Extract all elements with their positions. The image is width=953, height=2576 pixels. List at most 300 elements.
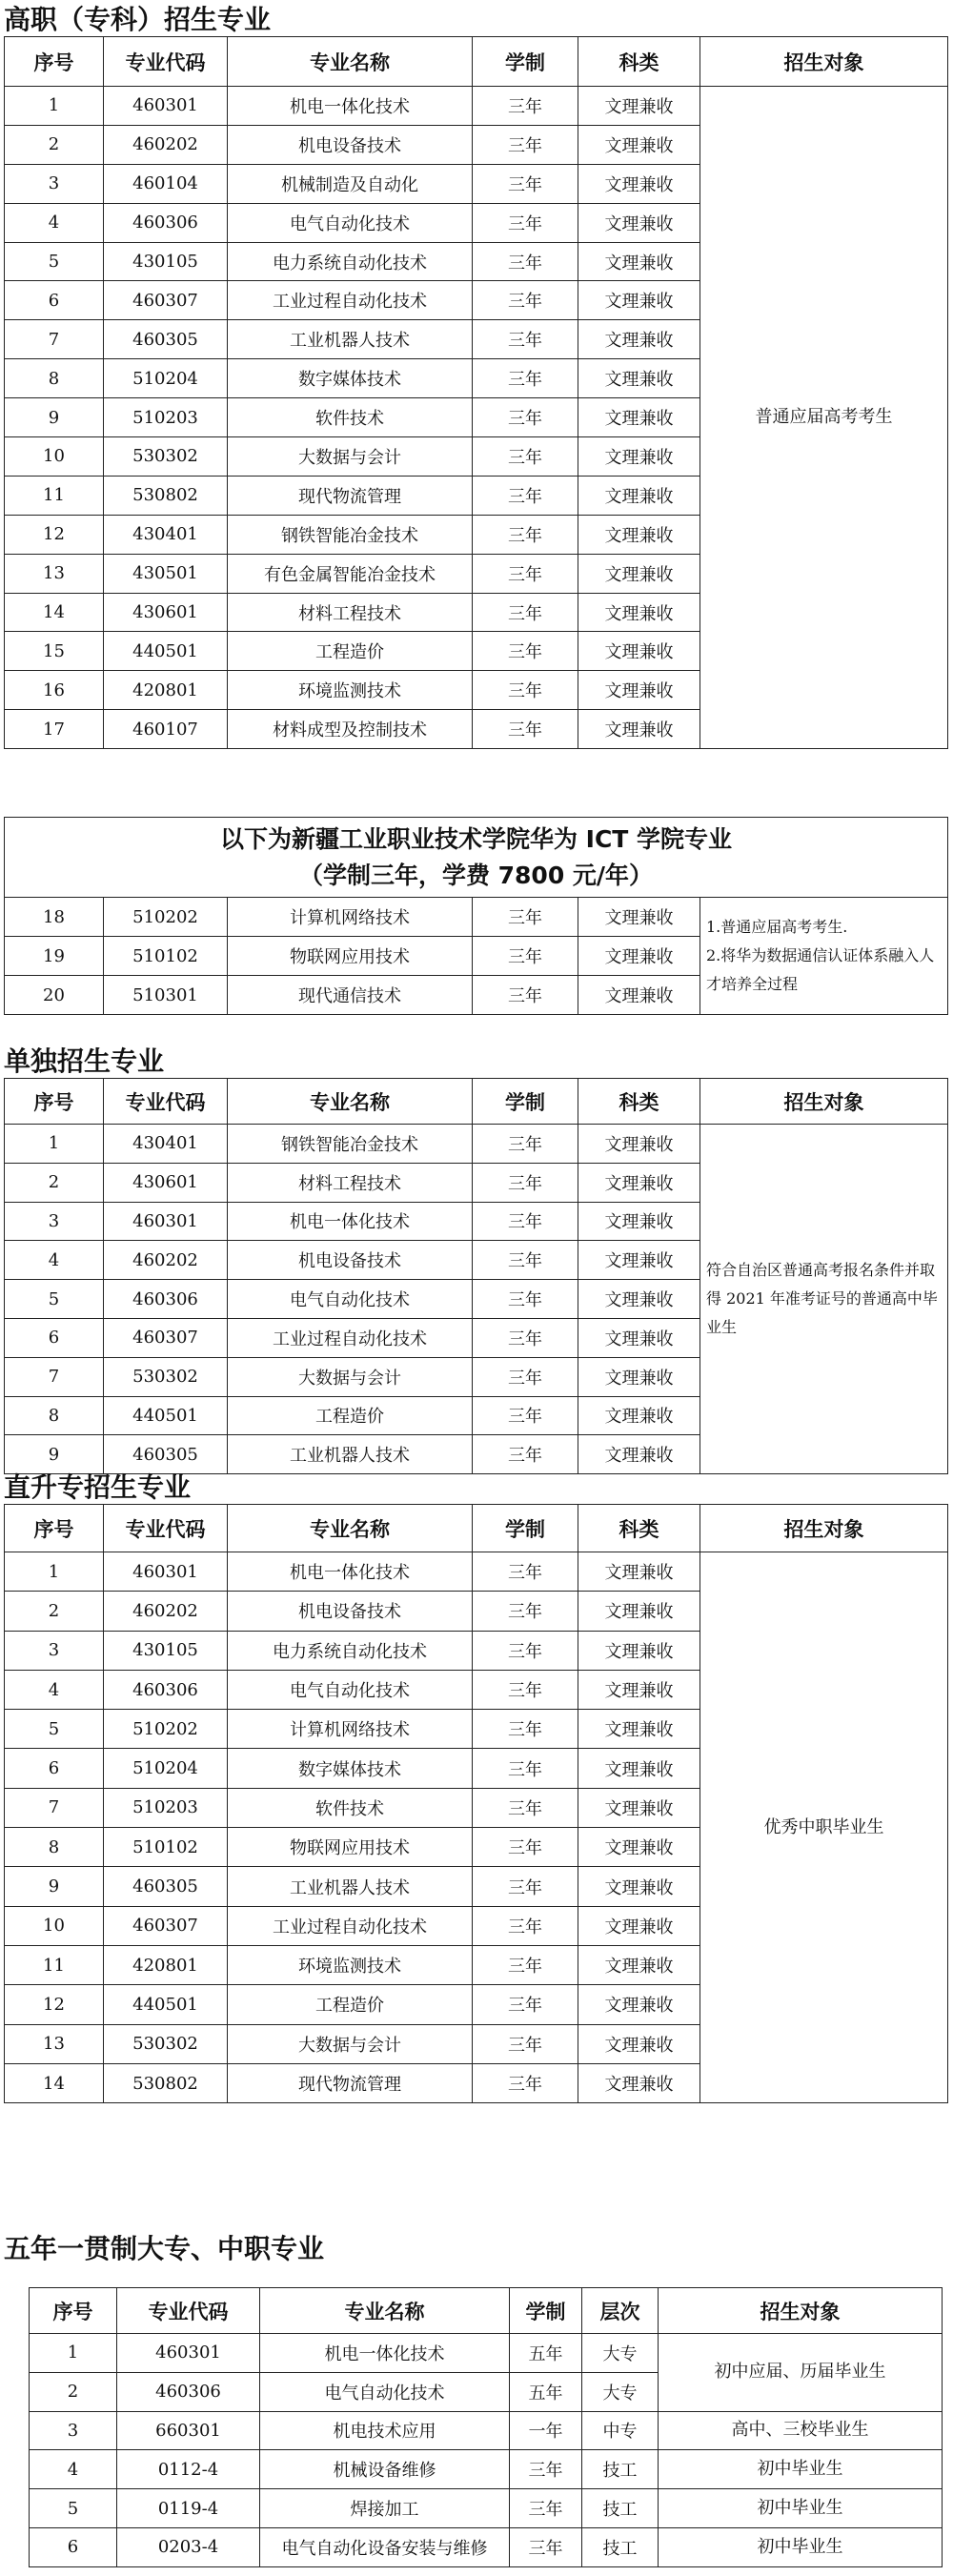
cell-major-name: 工业机器人技术 <box>228 320 473 359</box>
cell-type: 文理兼收 <box>578 1357 700 1396</box>
cell-years: 一年 <box>510 2411 582 2450</box>
cell-major-name: 机械制造及自动化 <box>228 164 473 203</box>
cell-years: 三年 <box>473 125 578 164</box>
header-years: 学制 <box>510 2288 582 2334</box>
target-direct: 优秀中职毕业生 <box>700 1552 948 2103</box>
cell-code: 510202 <box>104 1710 228 1749</box>
cell-num: 9 <box>5 398 104 437</box>
cell-code: 460202 <box>104 1241 228 1280</box>
cell-years: 三年 <box>473 1631 578 1670</box>
cell-num: 17 <box>5 710 104 749</box>
cell-code: 460301 <box>104 87 228 126</box>
cell-type: 文理兼收 <box>578 1710 700 1749</box>
cell-years: 三年 <box>473 359 578 398</box>
cell-years: 三年 <box>473 87 578 126</box>
cell-years: 三年 <box>473 710 578 749</box>
cell-years: 三年 <box>473 1749 578 1788</box>
direct-table <box>4 1504 948 2103</box>
header-name: 专业名称 <box>228 1079 473 1125</box>
cell-major-name: 环境监测技术 <box>228 1945 473 1984</box>
cell-major-name: 钢铁智能冶金技术 <box>228 515 473 554</box>
section-title-five-year: 五年一贯制大专、中职专业 <box>4 2233 325 2264</box>
cell-code: 510204 <box>104 359 228 398</box>
header-years: 学制 <box>473 1505 578 1552</box>
cell-major-name: 焊接加工 <box>260 2489 510 2528</box>
cell-code: 420801 <box>104 671 228 710</box>
cell-years: 三年 <box>473 515 578 554</box>
cell-code: 530302 <box>104 437 228 477</box>
cell-code: 430401 <box>104 1125 228 1164</box>
target-line-1: 1.普通应届高考考生. <box>706 918 848 936</box>
cell-type: 文理兼收 <box>578 1125 700 1164</box>
cell-num: 7 <box>5 1788 104 1827</box>
cell-num: 4 <box>5 203 104 242</box>
cell-type: 文理兼收 <box>578 1396 700 1435</box>
cell-type: 文理兼收 <box>578 554 700 593</box>
cell-code: 510203 <box>104 398 228 437</box>
cell-years: 三年 <box>473 1202 578 1241</box>
cell-major-name: 计算机网络技术 <box>228 1710 473 1749</box>
header-name: 专业名称 <box>228 37 473 87</box>
banner-line-1: 以下为新疆工业职业技术学院华为 ICT 学院专业 <box>219 824 733 853</box>
header-num: 序号 <box>5 1505 104 1552</box>
cell-code: 460305 <box>104 320 228 359</box>
cell-num: 3 <box>30 2411 117 2450</box>
cell-code: 530302 <box>104 2024 228 2063</box>
cell-major-name: 工业过程自动化技术 <box>228 281 473 320</box>
cell-code: 660301 <box>117 2411 260 2450</box>
cell-code: 430601 <box>104 1163 228 1202</box>
cell-major-name: 电力系统自动化技术 <box>228 1631 473 1670</box>
cell-num: 5 <box>5 1710 104 1749</box>
cell-level: 大专 <box>582 2334 659 2373</box>
section-title-independent: 单独招生专业 <box>4 1045 165 1077</box>
cell-num: 15 <box>5 632 104 671</box>
cell-num: 12 <box>5 1985 104 2024</box>
cell-years: 三年 <box>473 1592 578 1631</box>
cell-type: 文理兼收 <box>578 476 700 515</box>
cell-code: 440501 <box>104 1396 228 1435</box>
cell-type: 文理兼收 <box>578 320 700 359</box>
cell-num: 8 <box>5 359 104 398</box>
cell-major-name: 电气自动化技术 <box>228 203 473 242</box>
cell-code: 460306 <box>104 203 228 242</box>
cell-years: 三年 <box>473 1318 578 1357</box>
cell-years: 三年 <box>473 976 578 1015</box>
cell-years: 三年 <box>473 554 578 593</box>
cell-major-name: 钢铁智能冶金技术 <box>228 1125 473 1164</box>
cell-level: 技工 <box>582 2489 659 2528</box>
cell-years: 三年 <box>473 1710 578 1749</box>
huawei-ict-table <box>4 817 948 1015</box>
cell-num: 7 <box>5 1357 104 1396</box>
cell-num: 7 <box>5 320 104 359</box>
cell-code: 460301 <box>104 1552 228 1592</box>
cell-type: 文理兼收 <box>578 1906 700 1945</box>
table-row <box>5 87 948 126</box>
cell-num: 5 <box>5 242 104 281</box>
cell-code: 430105 <box>104 1631 228 1670</box>
header-type: 科类 <box>578 1079 700 1125</box>
cell-num: 5 <box>5 1280 104 1319</box>
cell-num: 12 <box>5 515 104 554</box>
cell-num: 14 <box>5 593 104 632</box>
cell-num: 19 <box>5 937 104 976</box>
cell-years: 三年 <box>473 1945 578 1984</box>
cell-years: 三年 <box>473 320 578 359</box>
cell-target: 初中毕业生 <box>659 2527 943 2566</box>
cell-type: 文理兼收 <box>578 164 700 203</box>
cell-major-name: 机电一体化技术 <box>228 87 473 126</box>
cell-type: 文理兼收 <box>578 632 700 671</box>
cell-type: 文理兼收 <box>578 1202 700 1241</box>
header-name: 专业名称 <box>228 1505 473 1552</box>
target-line-2: 2.将华为数据通信认证体系融入人才培养全过程 <box>706 946 935 993</box>
cell-type: 文理兼收 <box>578 2024 700 2063</box>
cell-major-name: 电气自动化技术 <box>228 1670 473 1709</box>
cell-num: 3 <box>5 1631 104 1670</box>
cell-years: 三年 <box>473 2063 578 2102</box>
five-year-table <box>29 2287 943 2567</box>
cell-major-name: 工程造价 <box>228 1985 473 2024</box>
cell-years: 三年 <box>473 1241 578 1280</box>
cell-code: 0119-4 <box>117 2489 260 2528</box>
section-title-direct: 直升专招生专业 <box>4 1471 192 1503</box>
cell-years: 三年 <box>510 2527 582 2566</box>
cell-major-name: 机电设备技术 <box>228 1241 473 1280</box>
header-target: 招生对象 <box>659 2288 943 2334</box>
cell-code: 460307 <box>104 1318 228 1357</box>
cell-major-name: 工程造价 <box>228 1396 473 1435</box>
cell-type: 文理兼收 <box>578 87 700 126</box>
cell-type: 文理兼收 <box>578 710 700 749</box>
target-independent: 符合自治区普通高考报名条件并取得 2021 年准考证号的普通高中毕业生 <box>700 1125 948 1474</box>
header-target: 招生对象 <box>700 1505 948 1552</box>
cell-years: 三年 <box>473 1867 578 1906</box>
table-row <box>5 1125 948 1164</box>
cell-num: 20 <box>5 976 104 1015</box>
cell-major-name: 数字媒体技术 <box>228 1749 473 1788</box>
cell-type: 文理兼收 <box>578 1163 700 1202</box>
cell-code: 460301 <box>104 1202 228 1241</box>
cell-num: 16 <box>5 671 104 710</box>
cell-type: 文理兼收 <box>578 1985 700 2024</box>
cell-major-name: 工业过程自动化技术 <box>228 1318 473 1357</box>
cell-major-name: 机电一体化技术 <box>260 2334 510 2373</box>
cell-major-name: 机电技术应用 <box>260 2411 510 2450</box>
cell-major-name: 工业机器人技术 <box>228 1867 473 1906</box>
cell-level: 大专 <box>582 2372 659 2411</box>
header-num: 序号 <box>5 1079 104 1125</box>
table-row <box>30 2411 943 2450</box>
cell-major-name: 物联网应用技术 <box>228 1828 473 1867</box>
cell-code: 460306 <box>104 1670 228 1709</box>
cell-num: 1 <box>30 2334 117 2373</box>
cell-num: 6 <box>5 1749 104 1788</box>
cell-type: 文理兼收 <box>578 593 700 632</box>
cell-num: 13 <box>5 2024 104 2063</box>
cell-years: 三年 <box>473 242 578 281</box>
header-years: 学制 <box>473 1079 578 1125</box>
cell-major-name: 电气自动化技术 <box>260 2372 510 2411</box>
cell-years: 三年 <box>473 898 578 937</box>
cell-type: 文理兼收 <box>578 125 700 164</box>
cell-years: 三年 <box>473 1280 578 1319</box>
cell-num: 9 <box>5 1435 104 1474</box>
cell-years: 三年 <box>510 2489 582 2528</box>
cell-num: 2 <box>5 125 104 164</box>
cell-type: 文理兼收 <box>578 1945 700 1984</box>
cell-major-name: 物联网应用技术 <box>228 937 473 976</box>
cell-num: 1 <box>5 1125 104 1164</box>
cell-num: 8 <box>5 1828 104 1867</box>
table-row <box>30 2489 943 2528</box>
cell-major-name: 工业机器人技术 <box>228 1435 473 1474</box>
cell-num: 1 <box>5 87 104 126</box>
cell-code: 530802 <box>104 476 228 515</box>
cell-code: 510102 <box>104 1828 228 1867</box>
cell-years: 三年 <box>473 1670 578 1709</box>
cell-code: 430105 <box>104 242 228 281</box>
cell-code: 460306 <box>104 1280 228 1319</box>
table-row <box>5 1552 948 1592</box>
cell-num: 5 <box>30 2489 117 2528</box>
cell-type: 文理兼收 <box>578 437 700 477</box>
cell-type: 文理兼收 <box>578 242 700 281</box>
cell-years: 三年 <box>473 1125 578 1164</box>
cell-num: 14 <box>5 2063 104 2102</box>
cell-code: 460305 <box>104 1435 228 1474</box>
banner-line-2: （学制三年，学费 7800 元/年） <box>298 861 654 889</box>
cell-level: 技工 <box>582 2527 659 2566</box>
cell-years: 三年 <box>473 1435 578 1474</box>
table-row <box>5 898 948 937</box>
table-row <box>30 2527 943 2566</box>
cell-years: 三年 <box>473 1396 578 1435</box>
cell-code: 460107 <box>104 710 228 749</box>
cell-type: 文理兼收 <box>578 1241 700 1280</box>
cell-major-name: 机电设备技术 <box>228 1592 473 1631</box>
cell-level: 技工 <box>582 2450 659 2489</box>
cell-years: 三年 <box>473 281 578 320</box>
cell-major-name: 现代物流管理 <box>228 2063 473 2102</box>
section-title-higher-vocational: 高职（专科）招生专业 <box>4 4 272 35</box>
cell-num: 9 <box>5 1867 104 1906</box>
cell-type: 文理兼收 <box>578 1592 700 1631</box>
cell-major-name: 大数据与会计 <box>228 2024 473 2063</box>
target-huawei <box>700 898 948 1015</box>
cell-code: 440501 <box>104 632 228 671</box>
cell-code: 510202 <box>104 898 228 937</box>
cell-type: 文理兼收 <box>578 398 700 437</box>
cell-major-name: 大数据与会计 <box>228 1357 473 1396</box>
cell-code: 530302 <box>104 1357 228 1396</box>
cell-major-name: 材料工程技术 <box>228 1163 473 1202</box>
cell-type: 文理兼收 <box>578 1788 700 1827</box>
cell-years: 三年 <box>473 1906 578 1945</box>
cell-num: 4 <box>30 2450 117 2489</box>
cell-code: 530802 <box>104 2063 228 2102</box>
cell-major-name: 工程造价 <box>228 632 473 671</box>
cell-major-name: 机械设备维修 <box>260 2450 510 2489</box>
cell-code: 430601 <box>104 593 228 632</box>
cell-years: 三年 <box>473 203 578 242</box>
cell-years: 三年 <box>473 593 578 632</box>
cell-code: 460202 <box>104 125 228 164</box>
cell-type: 文理兼收 <box>578 203 700 242</box>
cell-num: 2 <box>5 1163 104 1202</box>
cell-target: 高中、三校毕业生 <box>659 2411 943 2450</box>
header-years: 学制 <box>473 37 578 87</box>
cell-num: 6 <box>30 2527 117 2566</box>
cell-num: 6 <box>5 281 104 320</box>
cell-years: 三年 <box>473 164 578 203</box>
cell-target: 初中毕业生 <box>659 2489 943 2528</box>
cell-major-name: 软件技术 <box>228 1788 473 1827</box>
cell-type: 文理兼收 <box>578 1318 700 1357</box>
cell-years: 三年 <box>473 1828 578 1867</box>
header-num: 序号 <box>30 2288 117 2334</box>
cell-years: 五年 <box>510 2372 582 2411</box>
higher-vocational-table <box>4 36 948 749</box>
cell-code: 510301 <box>104 976 228 1015</box>
huawei-ict-banner <box>5 818 948 898</box>
cell-code: 440501 <box>104 1985 228 2024</box>
header-num: 序号 <box>5 37 104 87</box>
cell-years: 三年 <box>473 1788 578 1827</box>
cell-years: 三年 <box>473 476 578 515</box>
header-type: 科类 <box>578 37 700 87</box>
cell-num: 3 <box>5 1202 104 1241</box>
cell-num: 2 <box>5 1592 104 1631</box>
cell-major-name: 电气自动化技术 <box>228 1280 473 1319</box>
cell-major-name: 现代通信技术 <box>228 976 473 1015</box>
cell-target: 初中应届、历届毕业生 <box>659 2334 943 2412</box>
cell-code: 460307 <box>104 1906 228 1945</box>
cell-type: 文理兼收 <box>578 515 700 554</box>
cell-type: 文理兼收 <box>578 671 700 710</box>
cell-type: 文理兼收 <box>578 937 700 976</box>
cell-years: 三年 <box>510 2450 582 2489</box>
cell-type: 文理兼收 <box>578 1749 700 1788</box>
target-general: 普通应届高考考生 <box>700 87 948 749</box>
cell-type: 文理兼收 <box>578 1552 700 1592</box>
cell-major-name: 工业过程自动化技术 <box>228 1906 473 1945</box>
cell-years: 三年 <box>473 1163 578 1202</box>
cell-code: 0203-4 <box>117 2527 260 2566</box>
cell-num: 18 <box>5 898 104 937</box>
cell-code: 460305 <box>104 1867 228 1906</box>
cell-type: 文理兼收 <box>578 359 700 398</box>
cell-major-name: 数字媒体技术 <box>228 359 473 398</box>
cell-years: 三年 <box>473 671 578 710</box>
cell-years: 三年 <box>473 2024 578 2063</box>
header-level: 层次 <box>582 2288 659 2334</box>
cell-num: 10 <box>5 437 104 477</box>
header-target: 招生对象 <box>700 37 948 87</box>
cell-type: 文理兼收 <box>578 281 700 320</box>
cell-code: 430501 <box>104 554 228 593</box>
cell-major-name: 有色金属智能冶金技术 <box>228 554 473 593</box>
cell-major-name: 电力系统自动化技术 <box>228 242 473 281</box>
cell-code: 460301 <box>117 2334 260 2373</box>
cell-major-name: 电气自动化设备安装与维修 <box>260 2527 510 2566</box>
cell-major-name: 软件技术 <box>228 398 473 437</box>
cell-years: 三年 <box>473 398 578 437</box>
cell-major-name: 材料成型及控制技术 <box>228 710 473 749</box>
cell-level: 中专 <box>582 2411 659 2450</box>
table-row <box>30 2450 943 2489</box>
cell-code: 510102 <box>104 937 228 976</box>
header-name: 专业名称 <box>260 2288 510 2334</box>
cell-code: 460202 <box>104 1592 228 1631</box>
header-code: 专业代码 <box>104 37 228 87</box>
cell-type: 文理兼收 <box>578 1435 700 1474</box>
cell-num: 4 <box>5 1670 104 1709</box>
cell-years: 三年 <box>473 1357 578 1396</box>
cell-type: 文理兼收 <box>578 1828 700 1867</box>
cell-num: 11 <box>5 1945 104 1984</box>
cell-type: 文理兼收 <box>578 976 700 1015</box>
cell-years: 三年 <box>473 632 578 671</box>
cell-num: 1 <box>5 1552 104 1592</box>
cell-years: 三年 <box>473 1985 578 2024</box>
cell-major-name: 计算机网络技术 <box>228 898 473 937</box>
cell-target: 初中毕业生 <box>659 2450 943 2489</box>
cell-type: 文理兼收 <box>578 2063 700 2102</box>
header-type: 科类 <box>578 1505 700 1552</box>
header-code: 专业代码 <box>104 1505 228 1552</box>
cell-years: 三年 <box>473 937 578 976</box>
cell-code: 510204 <box>104 1749 228 1788</box>
cell-type: 文理兼收 <box>578 1631 700 1670</box>
cell-major-name: 现代物流管理 <box>228 476 473 515</box>
cell-num: 8 <box>5 1396 104 1435</box>
cell-code: 0112-4 <box>117 2450 260 2489</box>
cell-num: 3 <box>5 164 104 203</box>
cell-num: 4 <box>5 1241 104 1280</box>
cell-code: 460307 <box>104 281 228 320</box>
cell-major-name: 机电设备技术 <box>228 125 473 164</box>
cell-type: 文理兼收 <box>578 1670 700 1709</box>
cell-num: 6 <box>5 1318 104 1357</box>
cell-major-name: 机电一体化技术 <box>228 1202 473 1241</box>
cell-type: 文理兼收 <box>578 898 700 937</box>
cell-years: 三年 <box>473 437 578 477</box>
header-target: 招生对象 <box>700 1079 948 1125</box>
header-code: 专业代码 <box>104 1079 228 1125</box>
cell-major-name: 大数据与会计 <box>228 437 473 477</box>
table-row <box>30 2334 943 2373</box>
cell-type: 文理兼收 <box>578 1867 700 1906</box>
cell-num: 2 <box>30 2372 117 2411</box>
cell-code: 460104 <box>104 164 228 203</box>
cell-code: 430401 <box>104 515 228 554</box>
cell-num: 13 <box>5 554 104 593</box>
cell-num: 11 <box>5 476 104 515</box>
cell-type: 文理兼收 <box>578 1280 700 1319</box>
independent-table <box>4 1078 948 1474</box>
cell-code: 420801 <box>104 1945 228 1984</box>
cell-code: 510203 <box>104 1788 228 1827</box>
cell-years: 三年 <box>473 1552 578 1592</box>
header-code: 专业代码 <box>117 2288 260 2334</box>
cell-major-name: 材料工程技术 <box>228 593 473 632</box>
cell-years: 五年 <box>510 2334 582 2373</box>
cell-num: 10 <box>5 1906 104 1945</box>
cell-major-name: 机电一体化技术 <box>228 1552 473 1592</box>
cell-code: 460306 <box>117 2372 260 2411</box>
